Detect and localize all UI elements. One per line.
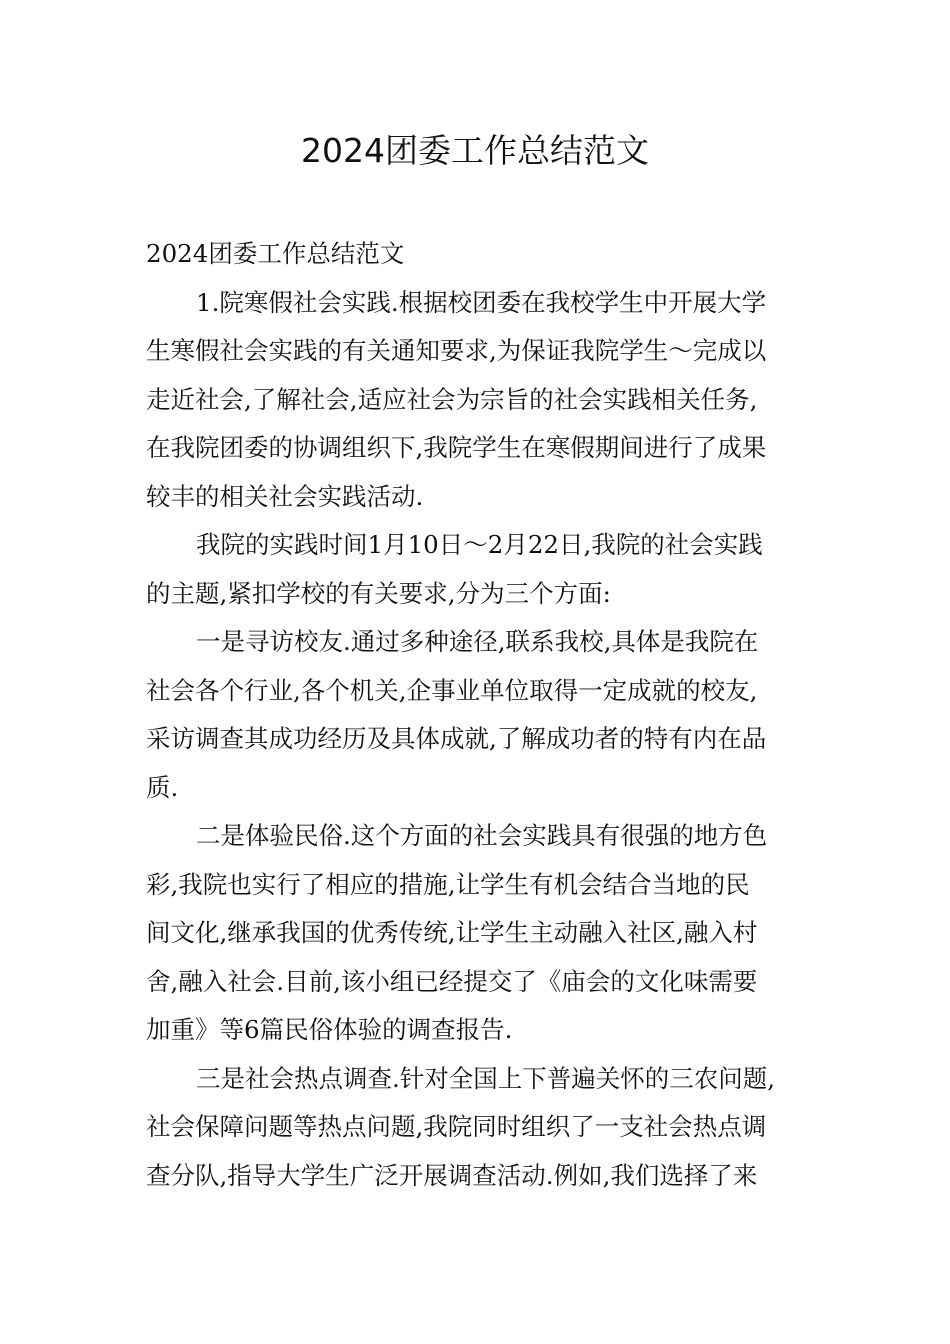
text-line: 三是社会热点调查.针对全国上下普遍关怀的三农问题, (196, 1063, 776, 1093)
text-line: 走近社会,了解社会,适应社会为宗旨的社会实践相关任务, (146, 384, 758, 414)
document-title: 2024团委工作总结范文 (301, 131, 649, 170)
text-line: 的主题,紧扣学校的有关要求,分为三个方面: (146, 578, 611, 608)
text-line: 生寒假社会实践的有关通知要求,为保证我院学生～完成以 (146, 336, 767, 365)
text-line: 加重》等6篇民俗体验的调查报告. (146, 1015, 513, 1044)
text-line: 彩,我院也实行了相应的措施,让学生有机会结合当地的民 (146, 869, 750, 899)
document-body (146, 230, 816, 1200)
text-line: 社会各个行业,各个机关,企事业单位取得一定成就的校友, (146, 675, 758, 705)
text-line: 采访调查其成功经历及具体成就,了解成功者的特有内在品 (146, 724, 767, 753)
text-line: 社会保障问题等热点问题,我院同时组织了一支社会热点调 (146, 1112, 767, 1141)
text-line: 一是寻访校友.通过多种途径,联系我校,具体是我院在 (196, 627, 759, 656)
text-line: 二是体验民俗.这个方面的社会实践具有很强的地方色 (196, 821, 768, 850)
text-line: 较丰的相关社会实践活动. (146, 481, 424, 511)
text-line: 我院的实践时间1月10日～2月22日,我院的社会实践 (196, 530, 763, 559)
text-line: 2024团委工作总结范文 (146, 239, 405, 268)
text-line: 在我院团委的协调组织下,我院学生在寒假期间进行了成果 (146, 433, 767, 462)
text-line: 1.院寒假社会实践.根据校团委在我校学生中开展大学 (196, 287, 767, 317)
text-line: 质. (146, 772, 179, 802)
text-line: 查分队,指导大学生广泛开展调查活动.例如,我们选择了来 (146, 1160, 758, 1190)
text-line: 间文化,继承我国的优秀传统,让学生主动融入社区,融入村 (146, 918, 758, 947)
text-line: 舍,融入社会.目前,该小组已经提交了《庙会的文化味需要 (146, 966, 758, 996)
